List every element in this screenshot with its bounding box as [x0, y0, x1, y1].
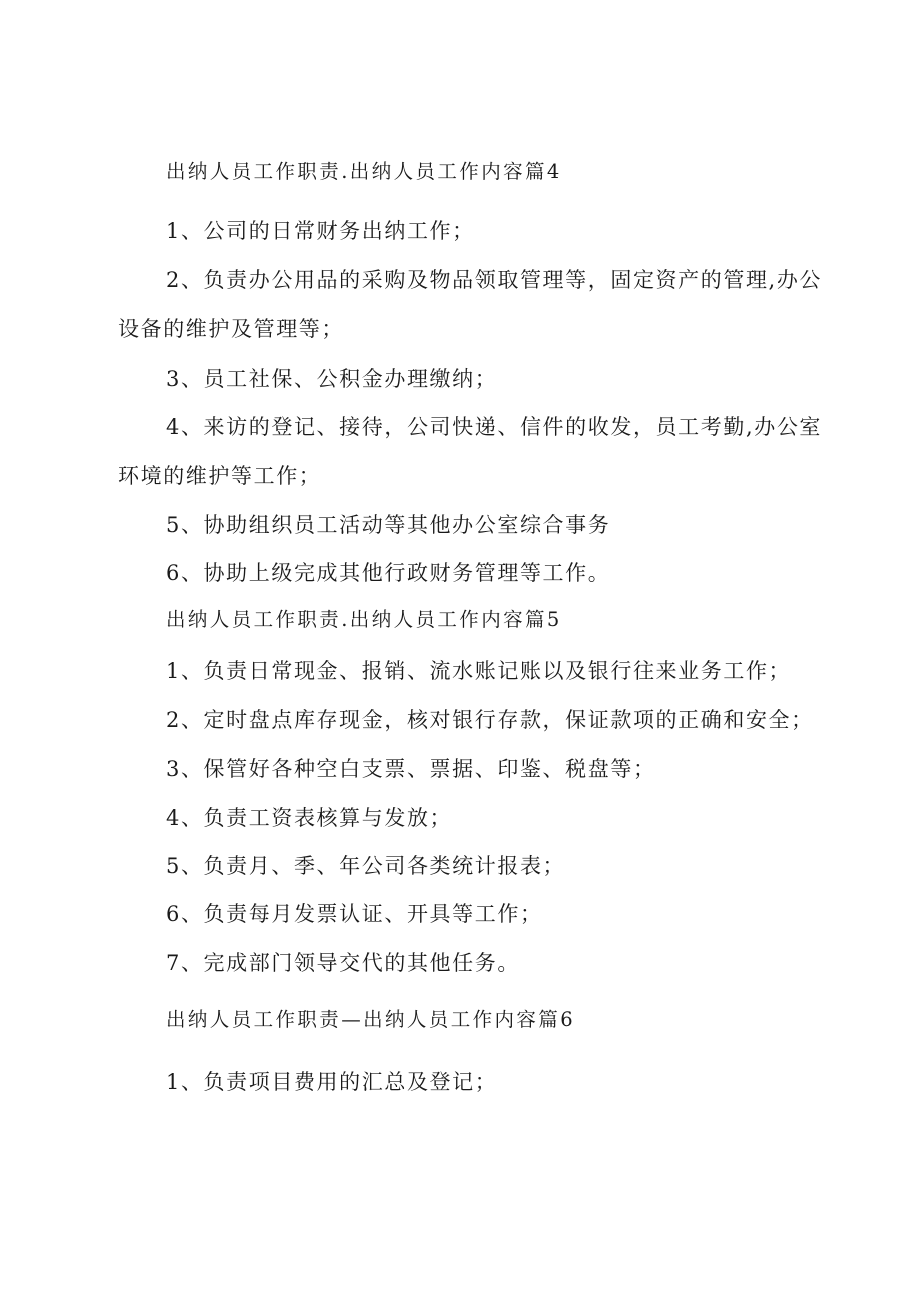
section-heading-6: 出纳人员工作职责—出纳人员工作内容篇6: [166, 1008, 576, 1031]
section-heading-4: 出纳人员工作职责.出纳人员工作内容篇4: [166, 160, 562, 183]
paragraph-line: 3、员工社保、公积金办理缴纳；: [166, 367, 498, 391]
paragraph-line: 设备的维护及管理等；: [118, 317, 344, 341]
paragraph-line: 1、公司的日常财务出纳工作；: [166, 219, 475, 243]
paragraph-line: 2、负责办公用品的采购及物品领取管理等，固定资产的管理,办公: [166, 268, 823, 292]
paragraph-line: 7、完成部门领导交代的其他任务。: [166, 951, 520, 975]
paragraph-line: 1、负责项目费用的汇总及登记；: [166, 1070, 498, 1094]
paragraph-line: 4、来访的登记、接待，公司快递、信件的收发，员工考勤,办公室: [166, 415, 823, 439]
paragraph-line: 环境的维护等工作；: [118, 464, 322, 488]
paragraph-line: 1、负责日常现金、报销、流水账记账以及银行往来业务工作；: [166, 659, 792, 683]
paragraph-line: 6、协助上级完成其他行政财务管理等工作。: [166, 561, 611, 585]
paragraph-line: 6、负责每月发票认证、开具等工作；: [166, 902, 543, 926]
paragraph-line: 4、负责工资表核算与发放；: [166, 806, 453, 830]
paragraph-line: 5、负责月、季、年公司各类统计报表；: [166, 854, 566, 878]
paragraph-line: 2、定时盘点库存现金，核对银行存款，保证款项的正确和安全；: [166, 708, 814, 732]
paragraph-line: 5、协助组织员工活动等其他办公室综合事务: [166, 513, 611, 537]
section-heading-5: 出纳人员工作职责.出纳人员工作内容篇5: [166, 608, 562, 631]
paragraph-line: 3、保管好各种空白支票、票据、印鉴、税盘等；: [166, 757, 656, 781]
